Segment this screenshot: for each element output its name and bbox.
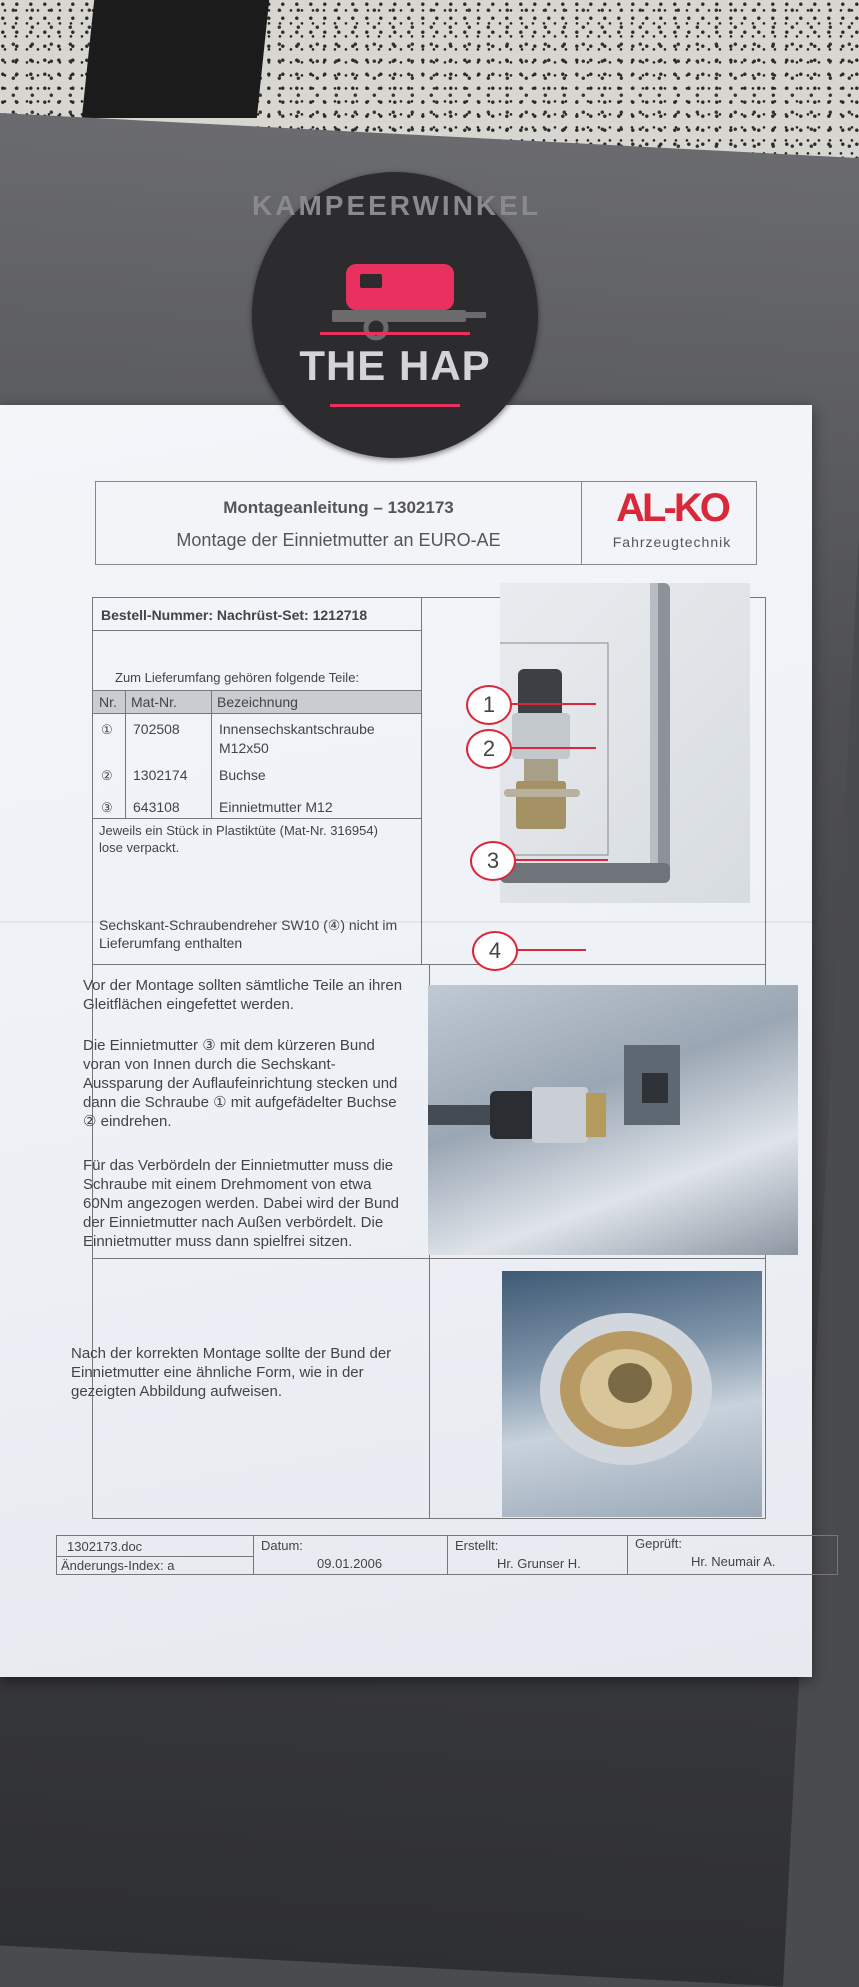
tool-note: Sechskant-Schraubendreher SW10 (④) nicht im Lieferumfang enthalten [99,917,398,951]
row-desc: Einnietmutter M12 [219,799,333,815]
step-insert: Die Einnietmutter ③ mit dem kürzeren Bund voran von Innen durch die Sechskant-Aussparung der Auflaufeinrichtung stecken und dann die Schraube ① mit aufgefädelter Buchse ② eindrehen. [83,1037,398,1130]
parts-photo [500,583,750,903]
row-mat: 1302174 [133,767,188,783]
callout-1: 1 [466,685,512,725]
callout-3: 3 [470,841,516,881]
parts-table [93,690,421,818]
callout-line [514,859,608,861]
grid-divider [93,1258,765,1259]
row-nr: ③ [101,800,113,815]
footer-divider [627,1536,628,1574]
col-header-mat: Mat-Nr. [131,694,177,710]
col-header-desc: Bezeichnung [217,694,298,710]
stamp-bottom-text: THE HAP [299,342,491,389]
row-mat: 702508 [133,721,180,737]
col-header-nr: Nr. [99,694,117,710]
alko-logo-sub: Fahrzeugtechnik [612,534,732,550]
doc-title: Montageanleitung – 1302173 [223,498,454,517]
footer-box [56,1535,838,1575]
step-grease: Vor der Montage sollten sämtliche Teile an ihren Gleitflächen eingefettet werden. [83,977,403,1013]
kampeerwinkel-stamp [252,172,541,458]
date-value: 09.01.2006 [317,1556,383,1571]
created-by: Hr. Grunser H. [497,1556,581,1571]
row-nr: ② [101,768,113,783]
callout-line [510,703,596,705]
table-divider [125,690,126,818]
alko-logo: AL-KO [616,486,728,530]
date-label: Datum: [261,1538,303,1553]
footer-divider [447,1536,448,1574]
step-torque: Für das Verbördeln der Einnietmutter muss die Schraube mit einem Drehmoment von etwa 60Nm angezogen werden. Dabei wird der Bund der Einnietmutter nach Außen verbördelt. Die Einnietmutter muss dann spielfrei sitzen. [83,1157,400,1250]
floor-tile [82,0,269,118]
row-mat: 643108 [133,799,180,815]
grid-divider [421,598,422,964]
result-photo [502,1271,762,1517]
file-name: 1302173.doc [67,1539,143,1554]
created-label: Erstellt: [455,1538,499,1553]
grid-divider [93,630,421,631]
footer-divider [57,1556,253,1557]
parts-illustration [500,583,750,903]
callout-2: 2 [466,729,512,769]
assembly-photo [428,985,798,1255]
checked-by: Hr. Neumair A. [691,1554,776,1569]
assembly-illustration [428,985,798,1255]
header-box [95,481,757,565]
checked-label: Geprüft: [635,1536,682,1551]
row-nr: ① [101,722,113,737]
table-divider [211,690,212,818]
callout-line [516,949,586,951]
step-result: Nach der korrekten Montage sollte der Bund der Einnietmutter eine ähnliche Form, wie in der gezeigten Abbildung aufweisen. [71,1345,392,1400]
table-header [93,690,421,714]
caravan-icon [252,172,541,458]
result-illustration [502,1271,762,1517]
packaging-note: Jeweils ein Stück in Plastiktüte (Mat-Nr. 316954) lose verpackt. [99,823,378,855]
scope-text: Zum Lieferumfang gehören folgende Teile: [115,670,360,685]
callout-4: 4 [472,931,518,971]
instruction-sheet [0,405,812,1677]
row-desc: Innensechskantschraube M12x50 [219,721,375,756]
stamp-top-text: KAMPEERWINKEL [252,190,541,221]
order-number: Bestell-Nummer: Nachrüst-Set: 1212718 [101,607,368,623]
footer-divider [253,1536,254,1574]
row-desc: Buchse [219,767,266,783]
grid-divider [93,964,765,965]
change-index: Änderungs-Index: a [61,1558,175,1573]
header-divider [581,482,582,564]
doc-subtitle: Montage der Einnietmutter an EURO-AE [176,530,501,550]
callout-line [510,747,596,749]
grid-divider [93,818,421,819]
